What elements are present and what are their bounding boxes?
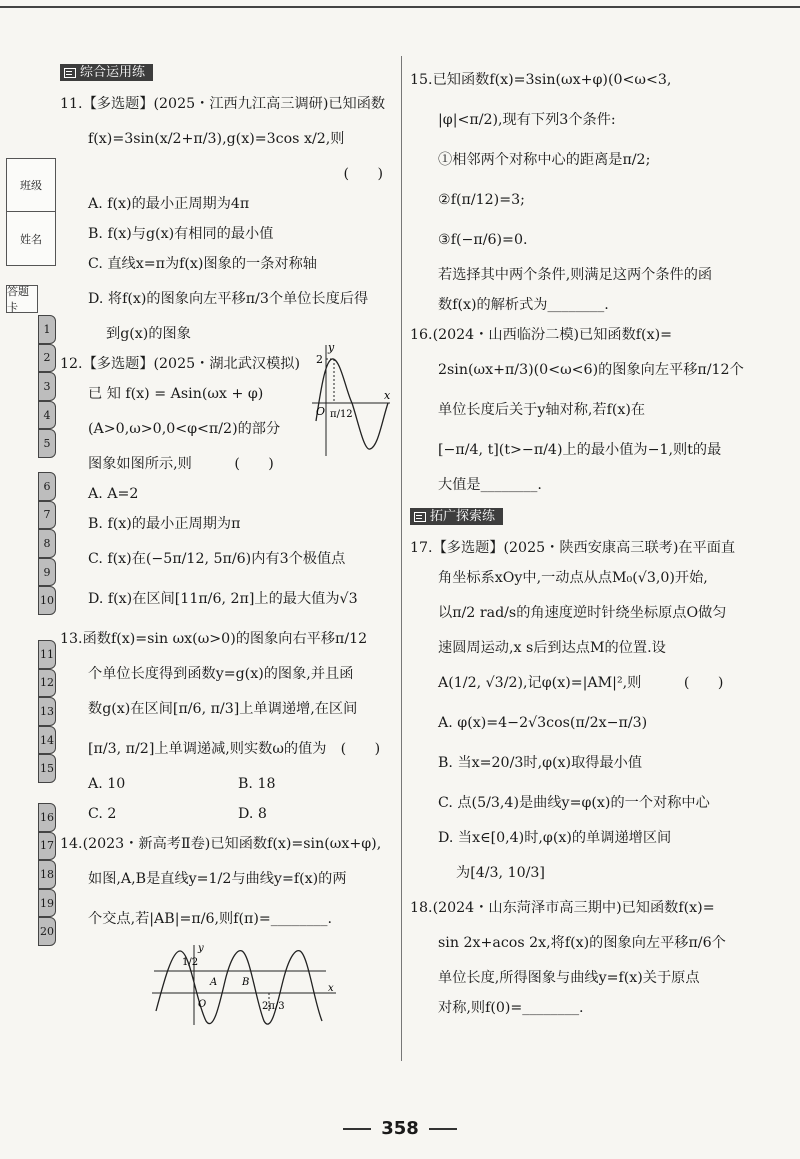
q14-graph	[150, 941, 340, 1027]
answer-tabs-11-15	[38, 640, 56, 783]
q14-x-label: x	[328, 983, 334, 994]
q14-point-a: A	[210, 977, 218, 988]
answer-tab-3: 3	[38, 372, 56, 401]
left-column	[60, 64, 395, 1030]
section-header-extension	[410, 508, 503, 525]
question-16	[410, 320, 755, 500]
answer-tab-2: 2	[38, 344, 56, 373]
q18-stem: 18.(2024・山东菏泽市高三期中)已知函数f(x)=	[410, 899, 715, 916]
top-rule	[0, 6, 800, 8]
q14-stem: 14.(2023・新高考Ⅱ卷)已知函数f(x)=sin(ωx+φ),	[60, 835, 382, 852]
q14-y-tick: 1/2	[182, 957, 199, 968]
answer-tab-8: 8	[38, 529, 56, 558]
q14-y-label: y	[198, 943, 204, 954]
q13-line3: 数g(x)在区间[π/6, π/3]上单调递增,在区间	[88, 700, 358, 717]
q12-line2: 已 知 f(x) = Asin(ωx + φ)	[88, 385, 264, 402]
answer-tab-5: 5	[38, 429, 56, 458]
q12-curve	[316, 359, 388, 449]
q12-option-c: C. f(x)在(−5π/12, 5π/6)内有3个极值点	[88, 550, 346, 567]
q13-option-d: D. 8	[238, 805, 267, 822]
question-17	[410, 533, 755, 893]
answer-tab-7: 7	[38, 501, 56, 530]
answer-tab-15: 15	[38, 754, 56, 783]
q11-option-b: B. f(x)与g(x)有相同的最小值	[88, 225, 274, 242]
q13-options-row1	[60, 769, 395, 799]
name-label: 姓名	[6, 212, 56, 266]
q16-stem: 16.(2024・山西临汾二模)已知函数f(x)=	[410, 326, 673, 343]
q12-option-d: D. f(x)在区间[11π/6, 2π]上的最大值为√3	[88, 590, 358, 607]
q16-line3: 单位长度后关于y轴对称,若f(x)在	[438, 401, 646, 418]
answer-tab-12: 12	[38, 669, 56, 698]
q12-origin: O	[316, 405, 326, 418]
q15-cond2: ②f(π/12)=3;	[438, 191, 525, 208]
question-18	[410, 893, 755, 1023]
answer-card-label: 答题卡	[6, 285, 38, 313]
answer-tab-18: 18	[38, 860, 56, 889]
answer-card-sidebar	[6, 158, 56, 266]
q16-line5: 大值是________.	[438, 476, 542, 493]
q18-line4: 对称,则f(0)=________.	[438, 999, 584, 1016]
q13-option-c: C. 2	[88, 805, 117, 822]
answer-tab-13: 13	[38, 697, 56, 726]
q11-formula: f(x)=3sin(x/2+π/3),g(x)=3cos x/2,则	[88, 130, 345, 147]
q14-line2: 如图,A,B是直线y=1/2与曲线y=f(x)的两	[88, 870, 347, 887]
q17-line4: 速圆周运动,x s后到达点M的位置.设	[438, 639, 666, 656]
q17-option-d: D. 当x∈[0,4)时,φ(x)的单调递增区间	[438, 829, 672, 846]
answer-tab-20: 20	[38, 917, 56, 946]
answer-tab-9: 9	[38, 558, 56, 587]
q17-option-a: A. φ(x)=4−2√3cos(π/2x−π/3)	[438, 714, 648, 731]
question-15	[410, 60, 755, 320]
q13-line2: 个单位长度得到函数y=g(x)的图象,并且函	[88, 665, 354, 682]
q12-x-tick: π/12	[330, 409, 353, 420]
q11-option-a: A. f(x)的最小正周期为4π	[88, 195, 250, 212]
q13-stem: 13.函数f(x)=sin ωx(ω>0)的图象向右平移π/12	[60, 630, 368, 647]
q18-line2: sin 2x+acos 2x,将f(x)的图象向左平移π/6个	[438, 934, 726, 951]
q12-stem: 12.【多选题】(2025・湖北武汉模拟)	[60, 355, 300, 372]
q12-graph	[308, 341, 394, 461]
section-title: 拓广探索练	[430, 509, 496, 524]
q15-line6: 若选择其中两个条件,则满足这两个条件的函	[438, 266, 713, 283]
answer-tab-4: 4	[38, 401, 56, 430]
book-icon	[414, 512, 426, 522]
q11-option-c: C. 直线x=π为f(x)图象的一条对称轴	[88, 255, 317, 272]
q17-option-b: B. 当x=20/3时,φ(x)取得最小值	[438, 754, 643, 771]
q16-line2: 2sin(ωx+π/3)(0<ω<6)的图象向左平移π/12个	[438, 361, 744, 378]
q15-line2: |φ|<π/2),现有下列3个条件:	[438, 111, 616, 128]
answer-tab-6: 6	[38, 472, 56, 501]
q15-stem: 15.已知函数f(x)=3sin(ωx+φ)(0<ω<3,	[410, 71, 672, 88]
q12-option-a: A. A=2	[88, 485, 139, 502]
q14-line3: 个交点,若|AB|=π/6,则f(π)=________.	[88, 910, 333, 927]
question-11	[60, 89, 395, 349]
answer-tabs-16-20	[38, 803, 56, 946]
q14-origin: O	[198, 999, 207, 1010]
answer-tab-16: 16	[38, 803, 56, 832]
q17-line2: 角坐标系xOy中,一动点从点M₀(√3,0)开始,	[438, 569, 708, 586]
answer-tab-10: 10	[38, 586, 56, 615]
q12-y-label: y	[328, 341, 335, 354]
page-number-value: 358	[381, 1118, 419, 1139]
q14-curve	[156, 951, 322, 1025]
q13-line4: [π/3, π/2]上单调递减,则实数ω的值为 ( )	[88, 740, 381, 757]
answer-tab-1: 1	[38, 315, 56, 344]
right-column	[410, 60, 755, 1023]
q12-y-tick: 2	[316, 353, 323, 366]
question-13	[60, 619, 395, 829]
q12-line3: (A>0,ω>0,0<φ<π/2)的部分	[88, 420, 281, 437]
answer-tab-11: 11	[38, 640, 56, 669]
question-12	[60, 341, 395, 619]
answer-tab-17: 17	[38, 832, 56, 861]
answer-tabs-6-10	[38, 472, 56, 615]
section-header-comprehensive	[60, 64, 153, 81]
page-number	[0, 1118, 800, 1139]
q15-cond1: ①相邻两个对称中心的距离是π/2;	[438, 151, 651, 168]
q13-option-a: A. 10	[88, 775, 126, 792]
section-title: 综合运用练	[80, 65, 146, 80]
q11-option-d: D. 将f(x)的图象向左平移π/3个单位长度后得	[88, 290, 369, 307]
q17-line3: 以π/2 rad/s的角速度逆时针绕坐标原点O做匀	[438, 604, 727, 621]
q11-option-d-cont: 到g(x)的图象	[106, 325, 191, 342]
q11-stem: 11.【多选题】(2025・江西九江高三调研)已知函数	[60, 95, 386, 112]
q17-line5: A(1/2, √3/2),记φ(x)=|AM|²,则 ( )	[438, 674, 724, 691]
column-divider	[401, 56, 402, 1061]
q13-option-b: B. 18	[238, 775, 276, 792]
q16-line4: [−π/4, t](t>−π/4)上的最小值为−1,则t的最	[438, 441, 722, 458]
answer-tabs-1-5	[38, 315, 56, 458]
q17-option-d-cont: 为[4/3, 10/3]	[456, 864, 545, 881]
q13-options-row2	[60, 799, 395, 829]
q11-answer-paren: ( )	[343, 165, 383, 182]
q17-option-c: C. 点(5/3,4)是曲线y=φ(x)的一个对称中心	[438, 794, 710, 811]
q12-option-b: B. f(x)的最小正周期为π	[88, 515, 241, 532]
class-label: 班级	[6, 158, 56, 212]
q18-line3: 单位长度,所得图象与曲线y=f(x)关于原点	[438, 969, 700, 986]
answer-tab-14: 14	[38, 726, 56, 755]
answer-tab-19: 19	[38, 889, 56, 918]
q14-point-b: B	[242, 977, 250, 988]
question-14	[60, 829, 395, 1030]
q12-line4: 图象如图所示,则 ( )	[88, 455, 274, 472]
q15-cond3: ③f(−π/6)=0.	[438, 231, 528, 248]
q12-x-label: x	[384, 389, 391, 402]
book-icon	[64, 68, 76, 78]
q14-x-tick: 2π/3	[262, 1001, 285, 1012]
q17-stem: 17.【多选题】(2025・陕西安康高三联考)在平面直	[410, 539, 736, 556]
q15-line7: 数f(x)的解析式为________.	[438, 296, 609, 313]
